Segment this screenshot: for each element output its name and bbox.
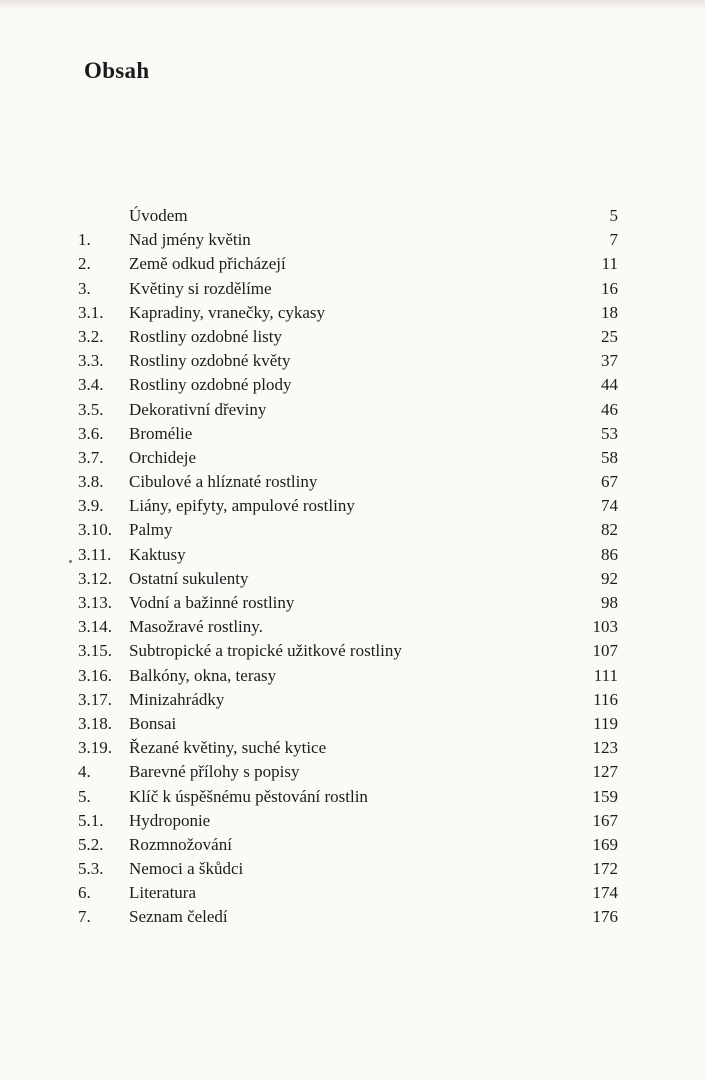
toc-entry [78, 833, 618, 857]
toc-entry-page: 119 [593, 713, 618, 733]
toc-entry-number: 3.4. [78, 375, 104, 395]
toc-entry-number: 3.7. [78, 447, 104, 467]
toc-entry-title: Barevné přílohy s popisy [129, 762, 300, 782]
toc-entry-page: 58 [601, 447, 618, 467]
toc-entry-page: 18 [601, 302, 618, 322]
toc-entry [78, 518, 618, 542]
toc-entry-number: 3.14. [78, 617, 112, 637]
toc-entry [78, 567, 618, 591]
toc-entry-page: 5 [609, 206, 618, 225]
paper-speck [69, 560, 72, 563]
toc-entry-number: 3.5. [78, 399, 104, 419]
toc-entry-page: 167 [592, 810, 618, 830]
toc-entry [78, 857, 618, 881]
toc-entry [78, 736, 618, 760]
toc-entry-page: 172 [592, 859, 618, 879]
toc-entry-title: Balkóny, okna, terasy [129, 665, 277, 685]
toc-entry-title: Dekorativní dřeviny [129, 399, 267, 419]
toc-entry [78, 591, 618, 615]
toc-entry-page: 169 [592, 834, 618, 854]
toc-entry-page: 37 [601, 351, 618, 371]
toc-entry-number: 3.10. [78, 520, 112, 540]
toc-entry [78, 809, 618, 833]
toc-entry-number: 7. [78, 907, 91, 927]
toc-entry [78, 398, 618, 422]
toc-entry [78, 204, 618, 228]
toc-entry-number: 3.2. [78, 326, 104, 346]
toc-entry-title: Vodní a bažinné rostliny [129, 593, 295, 612]
toc-entry-number: 3.15. [78, 641, 112, 661]
toc-entry-page: 123 [592, 738, 618, 758]
toc-entry [78, 301, 618, 325]
toc-entry-title: Literatura [129, 883, 197, 903]
toc-entry-title: Rostliny ozdobné listy [129, 326, 282, 346]
toc-entry-title: Kaktusy [129, 544, 186, 564]
toc-entry-number: 3.3. [78, 351, 104, 371]
toc-entry [78, 349, 618, 373]
toc-entry-number: 6. [78, 883, 91, 903]
toc-entry-title: Minizahrádky [129, 689, 225, 709]
toc-entry-page: 44 [601, 375, 618, 395]
toc-entry-number: 3.19. [78, 738, 112, 758]
toc-entry-page: 127 [592, 762, 618, 782]
toc-entry [78, 881, 618, 905]
toc-entry [78, 639, 618, 663]
toc-entry [78, 664, 618, 688]
toc-entry-number: 4. [78, 762, 91, 782]
toc-entry-page: 174 [592, 883, 618, 903]
toc-entry [78, 688, 618, 712]
toc-entry-page: 86 [601, 544, 618, 564]
toc-entry [78, 373, 618, 397]
toc-entry-title: Klíč k úspěšnému pěstování rostlin [129, 786, 368, 806]
toc-entry-number: 5. [78, 786, 91, 806]
toc-entry-page: 176 [592, 907, 618, 927]
toc-entry-number: 1. [78, 230, 91, 250]
toc-entry-title: Masožravé rostliny. [129, 617, 263, 637]
toc-entry-title: Rostliny ozdobné plody [129, 375, 292, 395]
toc-entry-number: 5.3. [78, 859, 104, 879]
toc-entry-number: 3.12. [78, 568, 112, 588]
toc-entry-title: Rozmnožování [129, 834, 232, 854]
toc-entry-page: 25 [601, 326, 618, 346]
toc-entry-page: 7 [609, 230, 618, 250]
toc-entry-page: 111 [593, 665, 618, 685]
toc-entry-title: Seznam čeledí [129, 907, 228, 927]
table-of-contents [78, 204, 618, 930]
toc-entry [78, 543, 618, 567]
toc-entry-page: 116 [593, 689, 618, 709]
toc-entry-number: 3.17. [78, 689, 112, 709]
toc-entry [78, 228, 618, 252]
toc-entry [78, 760, 618, 784]
toc-entry [78, 325, 618, 349]
toc-entry-title: Subtropické a tropické užitkové rostliny [129, 641, 402, 661]
toc-entry-page: 53 [601, 423, 618, 443]
toc-entry-title: Květiny si rozdělíme [129, 278, 272, 298]
toc-entry-number: 2. [78, 254, 91, 274]
toc-entry [78, 905, 618, 929]
toc-entry [78, 785, 618, 809]
toc-entry-title: Bonsai [129, 713, 177, 733]
toc-entry-number: 3.6. [78, 423, 104, 443]
toc-entry-number: 3.8. [78, 472, 104, 492]
toc-entry-page: 11 [601, 254, 618, 274]
toc-entry [78, 422, 618, 446]
toc-entry-title: Úvodem [129, 206, 188, 225]
toc-entry-page: 92 [601, 568, 618, 588]
toc-entry-title: Palmy [129, 520, 173, 540]
toc-entry-title: Země odkud přicházejí [129, 254, 286, 274]
toc-entry-title: Bromélie [129, 423, 193, 443]
toc-entry-title: Nad jmény květin [129, 230, 251, 250]
toc-entry-title: Orchideje [129, 447, 197, 467]
toc-entry-page: 103 [592, 617, 618, 637]
toc-entry-page: 67 [601, 472, 618, 492]
toc-entry-title: Rostliny ozdobné květy [129, 351, 291, 371]
toc-entry-number: 3.13. [78, 593, 112, 612]
toc-entry-number: 5.1. [78, 810, 104, 830]
toc-entry-title: Nemoci a škůdci [129, 859, 244, 879]
toc-entry-number: 3.11. [78, 544, 112, 564]
toc-entry-title: Ostatní sukulenty [129, 568, 249, 588]
toc-entry-number: 3.1. [78, 302, 104, 322]
toc-entry-page: 82 [601, 520, 618, 540]
toc-entry-page: 16 [601, 278, 618, 298]
toc-entry [78, 470, 618, 494]
toc-entry-title: Řezané květiny, suché kytice [129, 738, 327, 758]
page-top-edge [0, 0, 705, 10]
toc-entry-title: Kapradiny, vranečky, cykasy [129, 302, 326, 322]
toc-entry [78, 615, 618, 639]
page-title: Obsah [84, 58, 150, 83]
toc-entry-number: 5.2. [78, 834, 104, 854]
toc-entry [78, 494, 618, 518]
toc-entry-number: 3. [78, 278, 91, 298]
toc-entry-page: 46 [601, 399, 618, 419]
toc-entry [78, 252, 618, 276]
toc-entry-number: 3.16. [78, 665, 112, 685]
toc-entry [78, 446, 618, 470]
toc-entry-number: 3.18. [78, 713, 112, 733]
toc-entry-title: Cibulové a hlíznaté rostliny [129, 472, 318, 492]
toc-entry-title: Hydroponie [129, 810, 211, 830]
toc-entry-page: 159 [592, 786, 618, 806]
toc-entry [78, 712, 618, 736]
toc-entry-page: 98 [601, 593, 618, 612]
toc-entry-number: 3.9. [78, 496, 104, 516]
toc-entry [78, 277, 618, 301]
toc-entry-page: 107 [592, 641, 618, 661]
toc-entry-title: Liány, epifyty, ampulové rostliny [129, 496, 355, 516]
toc-entry-page: 74 [601, 496, 618, 516]
